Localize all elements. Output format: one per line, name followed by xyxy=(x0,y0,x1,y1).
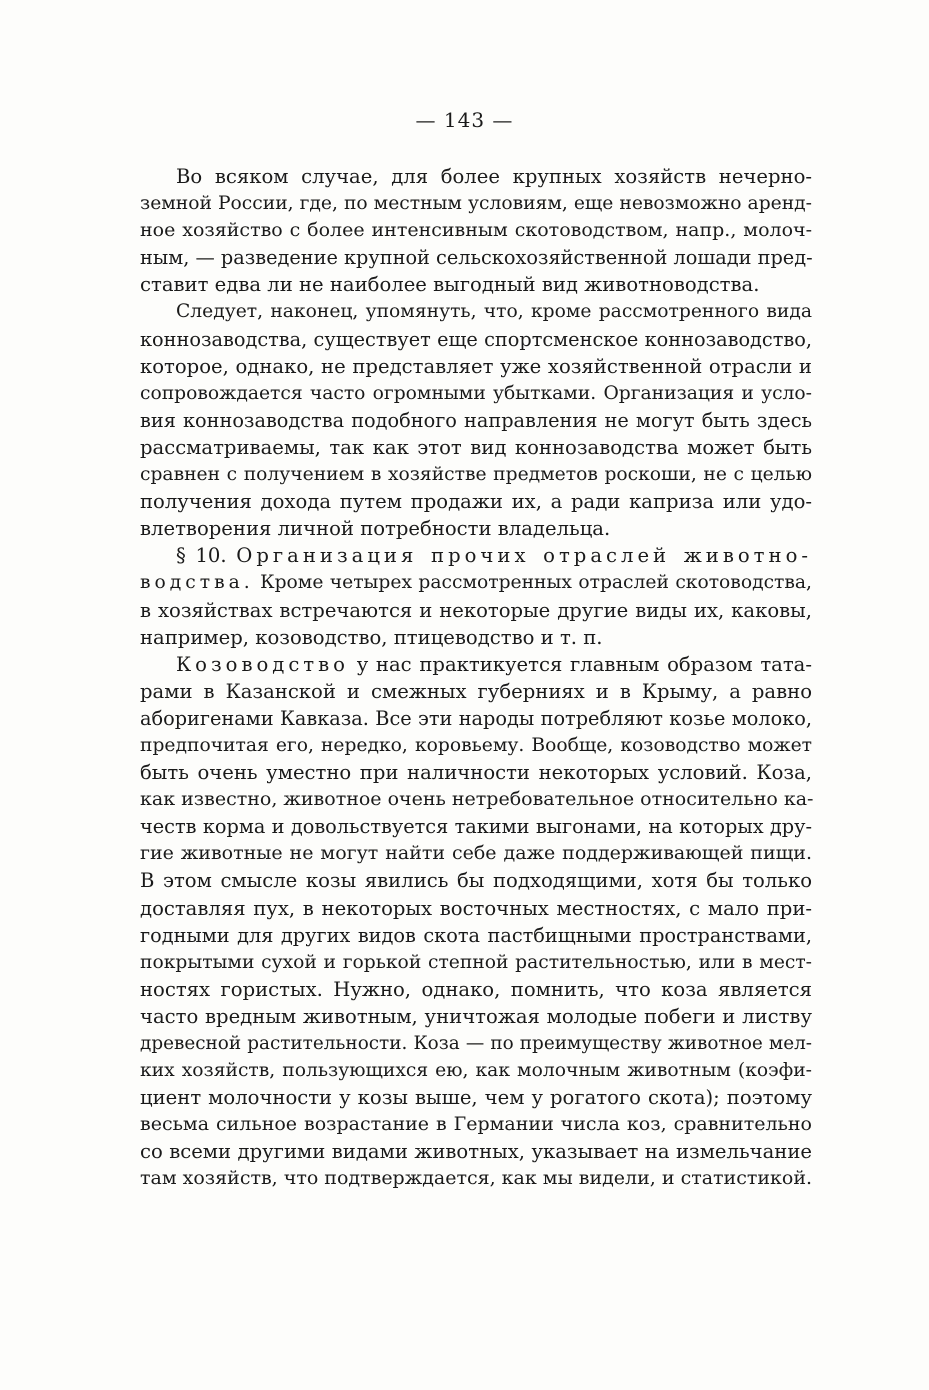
text-line: ких хозяйств, пользующихся ею, как молочным животным (коэфи- xyxy=(140,1060,812,1082)
text-line: водства. Кроме четырех рассмотренных отраслей скотоводства, xyxy=(140,572,812,594)
text-line: аборигенами Кавказа. Все эти народы потребляют козье молоко, xyxy=(140,706,812,730)
spaced-emphasis: водства. xyxy=(140,572,254,594)
text-line: земной России, где, по местным условиям, еще невозможно аренд- xyxy=(140,193,812,215)
text-line: быть очень уместно при наличности некоторых условий. Коза, xyxy=(140,761,812,785)
text-line: В этом смысле козы явились бы подходящими, хотя бы только xyxy=(140,869,812,893)
text-line: со всеми другими видами животных, указывает на измельчание xyxy=(140,1140,812,1164)
text-line: покрытыми сухой и горькой степной растительностью, или в мест- xyxy=(140,951,812,973)
text-line: сопровождается часто огромными убытками. Организация и усло- xyxy=(140,382,812,404)
text-line: например, козоводство, птицеводство и т. п. xyxy=(140,625,603,649)
text-line: предпочитая его, нередко, коровьему. Вообще, козоводство может xyxy=(140,734,812,756)
text-line: Во всяком случае, для более крупных хозяйств нечерно- xyxy=(176,165,812,188)
text-line: § 10. Организация прочих отраслей животно- xyxy=(176,544,812,568)
text-line: ное хозяйство с более интенсивным скотоводством, напр., молоч- xyxy=(140,219,812,242)
text-line: весьма сильное возрастание в Германии числа коз, сравнительно xyxy=(140,1113,812,1136)
text-line: доставляя пух, в некоторых восточных местностях, с мало при- xyxy=(140,896,812,920)
spaced-emphasis: Козоводство xyxy=(176,652,349,676)
text-line: Следует, наконец, упомянуть, что, кроме рассмотренного вида xyxy=(176,301,812,323)
page-number: — 143 — xyxy=(415,108,514,132)
spaced-emphasis: Организация прочих отраслей животно- xyxy=(236,544,812,568)
text-line: часто вредным животным, уничтожая молодые побеги и листву xyxy=(140,1004,812,1028)
text-line: древесной растительности. Коза — по преимуществу животное мел- xyxy=(140,1033,812,1054)
body-text xyxy=(140,163,812,1193)
text-line: гие животные не могут найти себе даже поддерживающей пищи. xyxy=(140,842,812,865)
text-line: которое, однако, не представляет уже хозяйственной отрасли и xyxy=(140,354,812,378)
text-line: коннозаводства, существует еще спортсменское коннозаводство, xyxy=(140,327,812,351)
text-line: Козоводство у нас практикуется главным образом тата- xyxy=(176,652,812,676)
text-line: там хозяйств, что подтверждается, как мы видели, и статистикой. xyxy=(140,1167,813,1190)
text-line: годными для других видов скота пастбищными пространствами, xyxy=(140,923,812,947)
text-line: циент молочности у козы выше, чем у рогатого скота); поэтому xyxy=(140,1086,812,1110)
text-line: ставит едва ли не наиболее выгодный вид животноводства. xyxy=(140,273,760,297)
text-line: рассматриваемы, так как этот вид коннозаводства может быть xyxy=(140,435,812,459)
text-line: сравнен с получением в хозяйстве предметов роскоши, не с целью xyxy=(140,464,812,486)
text-line: в хозяйствах встречаются и некоторые другие виды их, каковы, xyxy=(140,598,812,622)
text-line: рами в Казанской и смежных губерниях и в Крыму, а равно xyxy=(140,679,812,703)
text-line: получения дохода путем продажи их, а ради каприза или удо- xyxy=(140,490,812,514)
text-line: вия коннозаводства подобного направления не могут быть здесь xyxy=(140,408,812,432)
text-line: как известно, животное очень нетребовательное относительно ка- xyxy=(140,788,814,811)
text-line: ностях гористых. Нужно, однако, помнить, что коза является xyxy=(140,977,812,1001)
text-line: ным, — разведение крупной сельскохозяйственной лошади пред- xyxy=(140,246,813,270)
text-line: честв корма и довольствуется такими выгонами, на которых дру- xyxy=(140,815,812,839)
text-line: влетворения личной потребности владельца. xyxy=(140,517,611,541)
